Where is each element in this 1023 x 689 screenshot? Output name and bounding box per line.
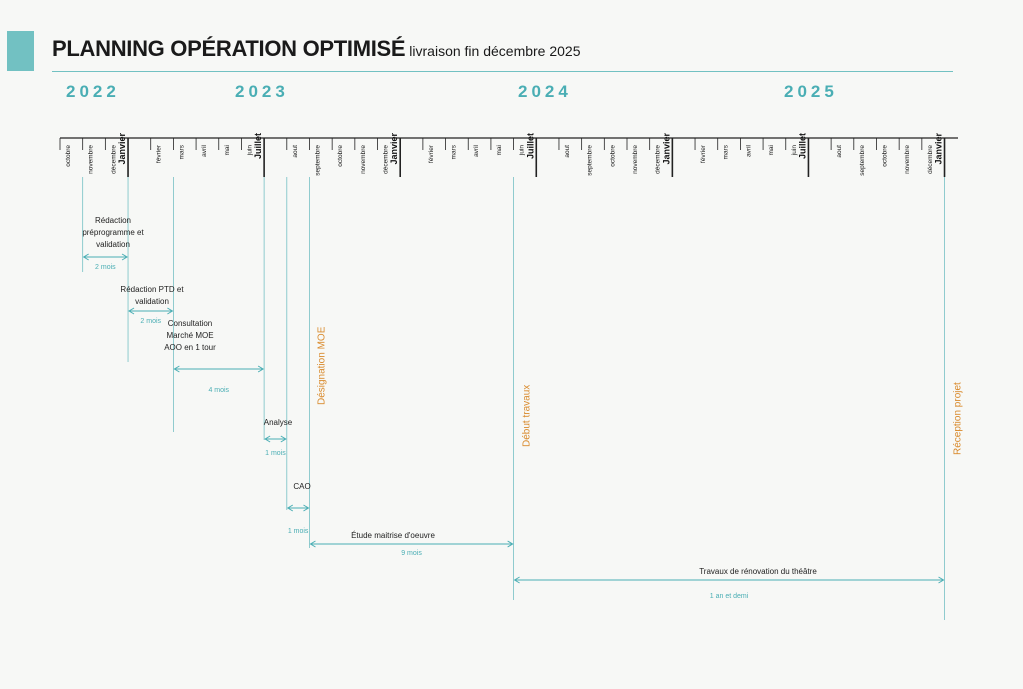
task-6: [310, 531, 512, 557]
month-label: octobre: [609, 145, 617, 167]
task-label: Étude maitrise d'oeuvre: [351, 531, 435, 540]
task-label: validation: [135, 297, 169, 306]
month-label: juin: [246, 145, 254, 156]
task-label: Travaux de rénovation du théâtre: [699, 567, 817, 576]
month-label: novembre: [632, 145, 639, 174]
month-label: Janvier: [389, 133, 400, 165]
month-label: mars: [178, 145, 186, 160]
task-label: Marché MOE: [166, 331, 214, 340]
month-label: Janvier: [661, 133, 672, 165]
milestone-labels: [316, 326, 963, 455]
month-label: mars: [722, 145, 730, 160]
year-label-2023: 2023: [235, 82, 289, 101]
month-label: octobre: [881, 145, 889, 167]
task-duration: 1 an et demi: [709, 593, 749, 600]
task-duration: 1 mois: [287, 528, 309, 535]
month-label: mai: [768, 145, 776, 156]
month-label: février: [155, 145, 163, 164]
month-label: septembre: [586, 145, 594, 176]
task-7: [515, 567, 944, 600]
task-label: AOO en 1 tour: [164, 343, 216, 352]
milestone-label: Réception projet: [952, 382, 964, 455]
task-duration: 2 mois: [95, 264, 116, 271]
task-label: préprogramme et: [82, 228, 144, 237]
month-label: octobre: [337, 145, 345, 167]
task-duration: 1 mois: [265, 450, 286, 457]
month-label: décembre: [382, 145, 390, 174]
month-label: Janvier: [117, 133, 128, 165]
task-label: validation: [96, 240, 130, 249]
task-label: Analyse: [263, 418, 293, 427]
task-duration: 9 mois: [401, 550, 422, 557]
year-label-2022: 2022: [66, 82, 120, 101]
month-label: mars: [450, 145, 458, 160]
task-label: Rédaction: [94, 216, 132, 225]
month-label: Juillet: [525, 133, 536, 160]
month-label: Janvier: [933, 133, 944, 165]
month-label: novembre: [87, 145, 95, 174]
month-label: avril: [473, 145, 481, 157]
month-label: aout: [291, 145, 299, 158]
month-label: aout: [563, 145, 571, 158]
month-label: février: [700, 145, 708, 164]
milestone-label: Désignation MOE: [316, 326, 328, 405]
task-duration: 2 mois: [140, 318, 162, 325]
task-label: CAO: [293, 482, 311, 491]
month-label: décembre: [926, 145, 934, 174]
task-bars: [82, 216, 943, 600]
month-label: avril: [745, 145, 753, 157]
month-label: mai: [495, 145, 503, 156]
task-label: Consultation: [167, 319, 213, 328]
task-3: [164, 319, 263, 394]
task-1: [82, 216, 144, 271]
month-label: décembre: [110, 145, 118, 174]
milestone-label: Début travaux: [521, 384, 533, 447]
title-subtitle: livraison fin décembre 2025: [409, 43, 581, 59]
year-label-2024: 2024: [518, 82, 572, 101]
month-label: juin: [518, 145, 526, 156]
task-4: [264, 418, 293, 457]
month-label: octobre: [65, 145, 72, 167]
month-label: Juillet: [797, 133, 808, 160]
task-5: [288, 482, 311, 535]
month-label: Juillet: [253, 133, 264, 160]
month-label: novembre: [359, 145, 367, 174]
month-label: décembre: [654, 145, 662, 174]
month-label: novembre: [904, 145, 912, 174]
year-label-2025: 2025: [784, 82, 838, 101]
month-label: juin: [790, 145, 798, 156]
month-label: avril: [201, 145, 209, 157]
task-label: Rédaction PTD et: [120, 285, 184, 294]
month-label: septembre: [858, 145, 866, 176]
month-label: février: [427, 145, 435, 164]
month-label: aout: [836, 145, 844, 158]
title-main: PLANNING OPÉRATION OPTIMISÉ: [52, 36, 406, 61]
month-label: septembre: [314, 145, 322, 176]
timeline-axis: [60, 133, 958, 620]
task-duration: 4 mois: [208, 387, 230, 394]
month-label: mai: [223, 145, 231, 156]
